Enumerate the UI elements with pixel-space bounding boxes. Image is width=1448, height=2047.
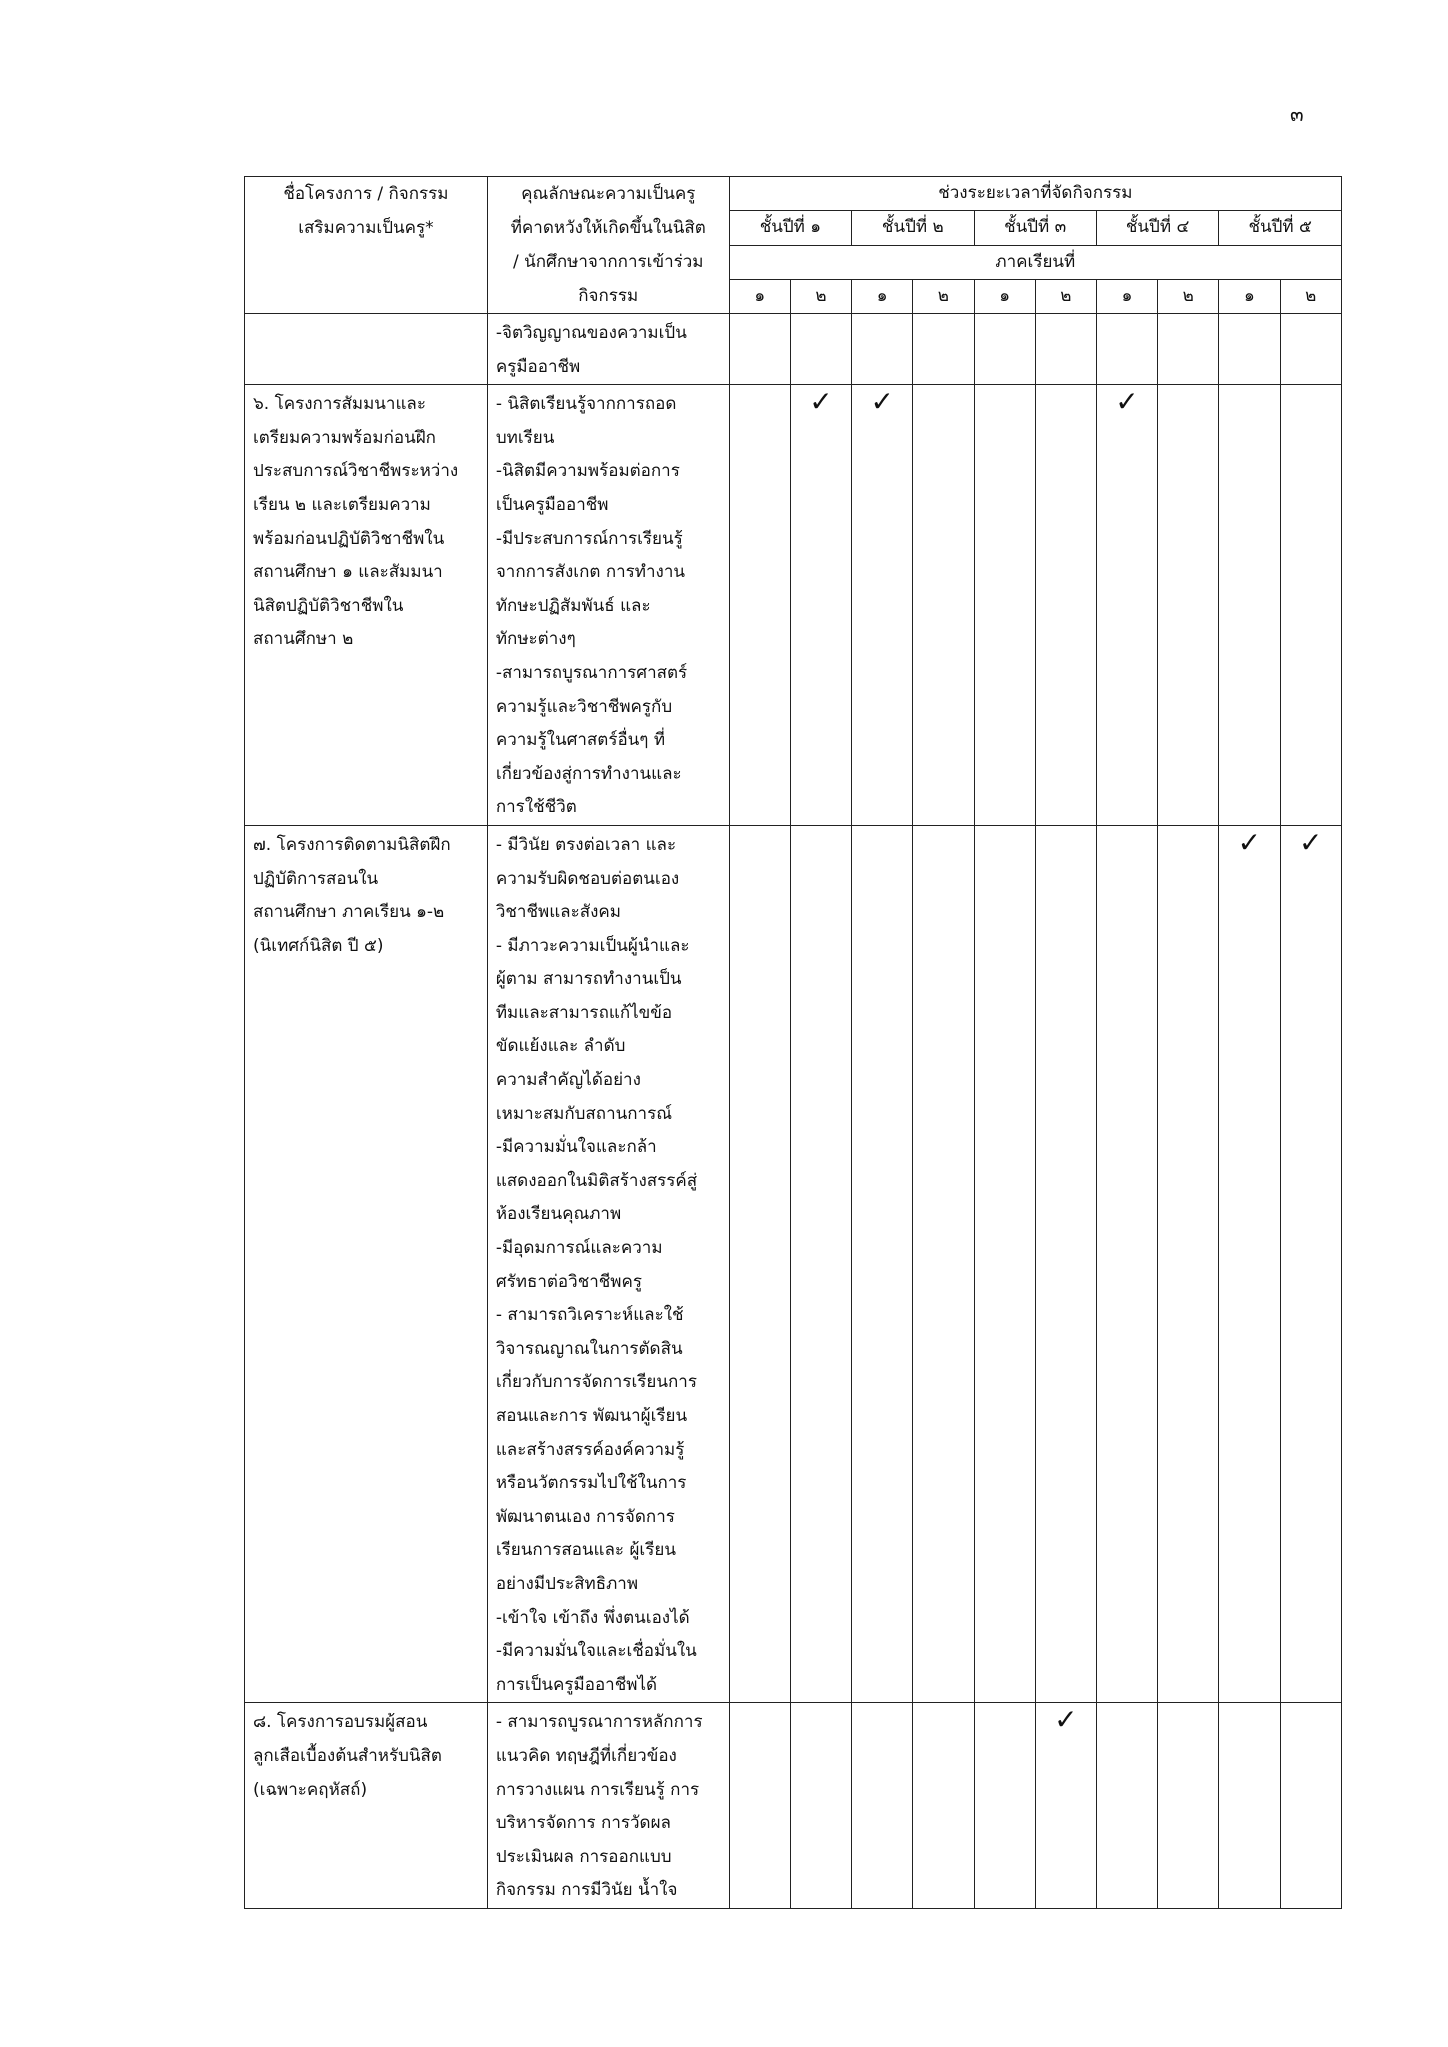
semester-mark-cell	[913, 1703, 974, 1909]
check-mark-icon: ✓	[870, 385, 894, 419]
semester-mark-cell	[913, 314, 974, 385]
header-semester-cell: ๒	[1280, 279, 1341, 313]
project-name-cell	[245, 1703, 488, 1909]
semester-mark-cell	[790, 314, 851, 385]
characteristics-line: ครูมืออาชีพ	[495, 356, 581, 377]
project-name-line: สถานศึกษา ๒	[253, 629, 354, 650]
project-name	[245, 826, 487, 963]
characteristics-line: วิชาชีพและสังคม	[495, 902, 621, 923]
characteristics-cell	[487, 385, 729, 826]
characteristics-line: ขัดแย้งและ ลำดับ	[495, 1036, 626, 1057]
check-mark-icon: ✓	[1237, 825, 1262, 859]
characteristics-line: กิจกรรม การมีวินัย น้ำใจ	[495, 1880, 678, 1901]
semester-mark-cell	[1158, 314, 1219, 385]
project-name-line: ๗. โครงการติดตามนิสิตฝึก	[253, 834, 451, 855]
header-year-5: ชั้นปีที่ ๕	[1219, 211, 1342, 245]
semester-mark-cell	[1035, 385, 1096, 826]
page-number: ๓	[1290, 102, 1304, 126]
semester-mark-cell	[1035, 825, 1096, 1702]
characteristics-line: -มีประสบการณ์การเรียนรู้	[495, 528, 683, 549]
project-name-line: ปฏิบัติการสอนใน	[253, 868, 379, 889]
characteristics-line: แนวคิด ทฤษฎีที่เกี่ยวข้อง	[495, 1745, 677, 1766]
table-row	[245, 385, 1342, 826]
characteristics-line: เป็นครูมืออาชีพ	[495, 494, 609, 515]
characteristics-cell	[487, 825, 729, 1702]
characteristics-line: - มีภาวะความเป็นผู้นำและ	[495, 935, 690, 956]
characteristics-line: ศรัทธาต่อวิชาชีพครู	[495, 1271, 643, 1292]
semester-mark-cell	[852, 314, 913, 385]
table-row	[245, 1703, 1342, 1909]
semester-mark-cell	[729, 385, 790, 826]
characteristics-line: ห้องเรียนคุณภาพ	[495, 1204, 622, 1225]
semester-mark-cell	[790, 825, 851, 1702]
characteristics-line: - มีวินัย ตรงต่อเวลา และ	[495, 834, 677, 855]
header-semester-cell: ๑	[729, 279, 790, 313]
characteristics-line: ทักษะต่างๆ	[495, 629, 576, 650]
characteristics-line: แสดงออกในมิติสร้างสรรค์สู่	[495, 1170, 698, 1191]
semester-mark-cell	[729, 825, 790, 1702]
header-year-4: ชั้นปีที่ ๔	[1096, 211, 1218, 245]
semester-mark-cell	[852, 825, 913, 1702]
characteristics-line: เหมาะสมกับสถานการณ์	[495, 1103, 672, 1124]
project-name-cell	[245, 825, 488, 1702]
characteristics-line: -มีความมั่นใจและเชื่อมั่นใน	[495, 1641, 697, 1662]
check-mark-icon: ✓	[809, 385, 833, 419]
semester-mark-cell	[1035, 314, 1096, 385]
semester-mark-cell	[852, 385, 913, 826]
characteristics-text	[488, 314, 729, 384]
characteristics-line: สอนและการ พัฒนาผู้เรียน	[495, 1406, 688, 1426]
semester-mark-cell	[790, 385, 851, 826]
header-semester-cell: ๒	[1035, 279, 1096, 313]
header-characteristics: คุณลักษณะความเป็นครู ที่คาดหวังให้เกิดขึ้นในนิสิต / นักศึกษาจากการเข้าร่วม กิจกรรม	[487, 177, 729, 314]
project-name	[245, 1703, 487, 1807]
semester-mark-cell	[913, 825, 974, 1702]
semester-mark-cell	[1280, 314, 1341, 385]
semester-mark-cell	[729, 1703, 790, 1909]
project-name-line: ลูกเสือเบื้องต้นสำหรับนิสิต	[253, 1745, 442, 1766]
semester-mark-cell	[1158, 385, 1219, 826]
characteristics-text	[488, 385, 729, 825]
check-mark-icon: ✓	[1054, 1703, 1078, 1737]
characteristics-line: ประเมินผล การออกแบบ	[495, 1846, 672, 1867]
characteristics-line: เกี่ยวกับการจัดการเรียนการ	[495, 1372, 697, 1393]
characteristics-line: -มีอุดมการณ์และความ	[495, 1238, 663, 1259]
characteristics-line: ความรู้และวิชาชีพครูกับ	[495, 696, 673, 717]
semester-mark-cell	[1096, 385, 1157, 826]
characteristics-line: การใช้ชีวิต	[495, 797, 577, 818]
semester-mark-cell	[1280, 385, 1341, 826]
project-name-line: ๖. โครงการสัมมนาและ	[253, 394, 426, 415]
semester-mark-cell	[1219, 314, 1280, 385]
semester-mark-cell	[974, 825, 1035, 1702]
semester-mark-cell	[974, 314, 1035, 385]
project-name-line: สถานศึกษา ภาคเรียน ๑-๒	[253, 902, 445, 923]
project-name-line: (นิเทศก์นิสิต ปี ๕)	[253, 935, 384, 956]
project-name-line: นิสิตปฏิบัติวิชาชีพใน	[253, 595, 404, 616]
project-name-line: สถานศึกษา ๑ และสัมมนา	[253, 562, 443, 583]
characteristics-line: เรียนการสอนและ ผู้เรียน	[495, 1540, 676, 1561]
semester-mark-cell	[1096, 314, 1157, 385]
characteristics-line: ความสำคัญได้อย่าง	[495, 1070, 641, 1091]
characteristics-line: - สามารถวิเคราะห์และใช้	[495, 1305, 684, 1326]
characteristics-text	[488, 1703, 729, 1908]
project-name-cell	[245, 385, 488, 826]
semester-mark-cell	[1219, 825, 1280, 1702]
characteristics-line: -มีความมั่นใจและกล้า	[495, 1137, 657, 1158]
semester-mark-cell	[974, 1703, 1035, 1909]
characteristics-text	[488, 826, 729, 1702]
characteristics-line: จากการสังเกต การทำงาน	[495, 562, 686, 583]
characteristics-cell	[487, 1703, 729, 1909]
header-period: ช่วงระยะเวลาที่จัดกิจกรรม	[729, 177, 1341, 211]
header-semester-cell: ๒	[913, 279, 974, 313]
characteristics-line: - สามารถบูรณาการหลักการ	[495, 1712, 703, 1733]
semester-mark-cell	[1096, 825, 1157, 1702]
header-semester-cell: ๑	[852, 279, 913, 313]
project-name-cell	[245, 314, 488, 385]
table-row	[245, 314, 1342, 385]
characteristics-line: -นิสิตมีความพร้อมต่อการ	[495, 461, 680, 482]
semester-mark-cell	[790, 1703, 851, 1909]
check-mark-icon: ✓	[1115, 385, 1139, 419]
project-name-line: พร้อมก่อนปฏิบัติวิชาชีพใน	[253, 528, 445, 549]
semester-mark-cell	[1280, 1703, 1341, 1909]
project-name	[245, 385, 487, 657]
project-name-line: (เฉพาะคฤหัสถ์)	[253, 1779, 368, 1800]
characteristics-line: ทักษะปฏิสัมพันธ์ และ	[495, 595, 651, 616]
semester-mark-cell	[852, 1703, 913, 1909]
semester-mark-cell	[1280, 825, 1341, 1702]
activity-plan-table	[244, 176, 1342, 1909]
semester-mark-cell	[913, 385, 974, 826]
characteristics-line: ความรู้ในศาสตร์อื่นๆ ที่	[495, 730, 666, 751]
characteristics-line: ผู้ตาม สามารถทำงานเป็น	[495, 969, 682, 990]
characteristics-line: การเป็นครูมืออาชีพได้	[495, 1674, 658, 1695]
characteristics-cell	[487, 314, 729, 385]
header-semester-cell: ๑	[974, 279, 1035, 313]
characteristics-line: -สามารถบูรณาการศาสตร์	[495, 662, 688, 683]
project-name	[245, 314, 487, 317]
characteristics-line: บริหารจัดการ การวัดผล	[495, 1813, 671, 1834]
semester-mark-cell	[974, 385, 1035, 826]
project-name-line: ๘. โครงการอบรมผู้สอน	[253, 1712, 428, 1733]
table-row	[245, 825, 1342, 1702]
header-year-1: ชั้นปีที่ ๑	[729, 211, 851, 245]
semester-mark-cell	[1219, 1703, 1280, 1909]
characteristics-line: -จิตวิญญาณของความเป็น	[495, 323, 687, 343]
header-year-3: ชั้นปีที่ ๓	[974, 211, 1096, 245]
characteristics-line: การวางแผน การเรียนรู้ การ	[495, 1779, 700, 1800]
characteristics-line: และสร้างสรรค์องค์ความรู้	[495, 1439, 685, 1460]
characteristics-line: -เข้าใจ เข้าถึง พึ่งตนเองได้	[495, 1607, 690, 1628]
characteristics-line: หรือนวัตกรรมไปใช้ในการ	[495, 1473, 687, 1494]
characteristics-line: ความรับผิดชอบต่อตนเอง	[495, 868, 680, 889]
characteristics-line: บทเรียน	[495, 427, 555, 448]
characteristics-line: พัฒนาตนเอง การจัดการ	[495, 1506, 675, 1527]
semester-mark-cell	[1158, 1703, 1219, 1909]
header-semester-cell: ๑	[1096, 279, 1157, 313]
semester-mark-cell	[729, 314, 790, 385]
characteristics-line: - นิสิตเรียนรู้จากการถอด	[495, 394, 677, 415]
characteristics-line: ทีมและสามารถแก้ไขข้อ	[495, 1002, 673, 1023]
header-semester-cell: ๒	[790, 279, 851, 313]
semester-mark-cell	[1219, 385, 1280, 826]
header-semester-cell: ๒	[1158, 279, 1219, 313]
characteristics-line: อย่างมีประสิทธิภาพ	[495, 1573, 639, 1594]
semester-mark-cell	[1158, 825, 1219, 1702]
header-project-name: ชื่อโครงการ / กิจกรรม เสริมความเป็นครู*	[245, 177, 488, 314]
characteristics-line: วิจารณญาณในการตัดสิน	[495, 1338, 683, 1359]
characteristics-line: เกี่ยวข้องสู่การทำงานและ	[495, 763, 682, 784]
header-semester: ภาคเรียนที่	[729, 245, 1341, 279]
table-body	[245, 314, 1342, 1909]
check-mark-icon: ✓	[1299, 825, 1323, 859]
header-semester-cell: ๑	[1219, 279, 1280, 313]
project-name-line: ประสบการณ์วิชาชีพระหว่าง	[253, 461, 459, 482]
semester-mark-cell	[1035, 1703, 1096, 1909]
project-name-line: เตรียมความพร้อมก่อนฝึก	[253, 427, 436, 448]
semester-mark-cell	[1096, 1703, 1157, 1909]
header-year-2: ชั้นปีที่ ๒	[852, 211, 974, 245]
project-name-line: เรียน ๒ และเตรียมความ	[253, 494, 431, 515]
